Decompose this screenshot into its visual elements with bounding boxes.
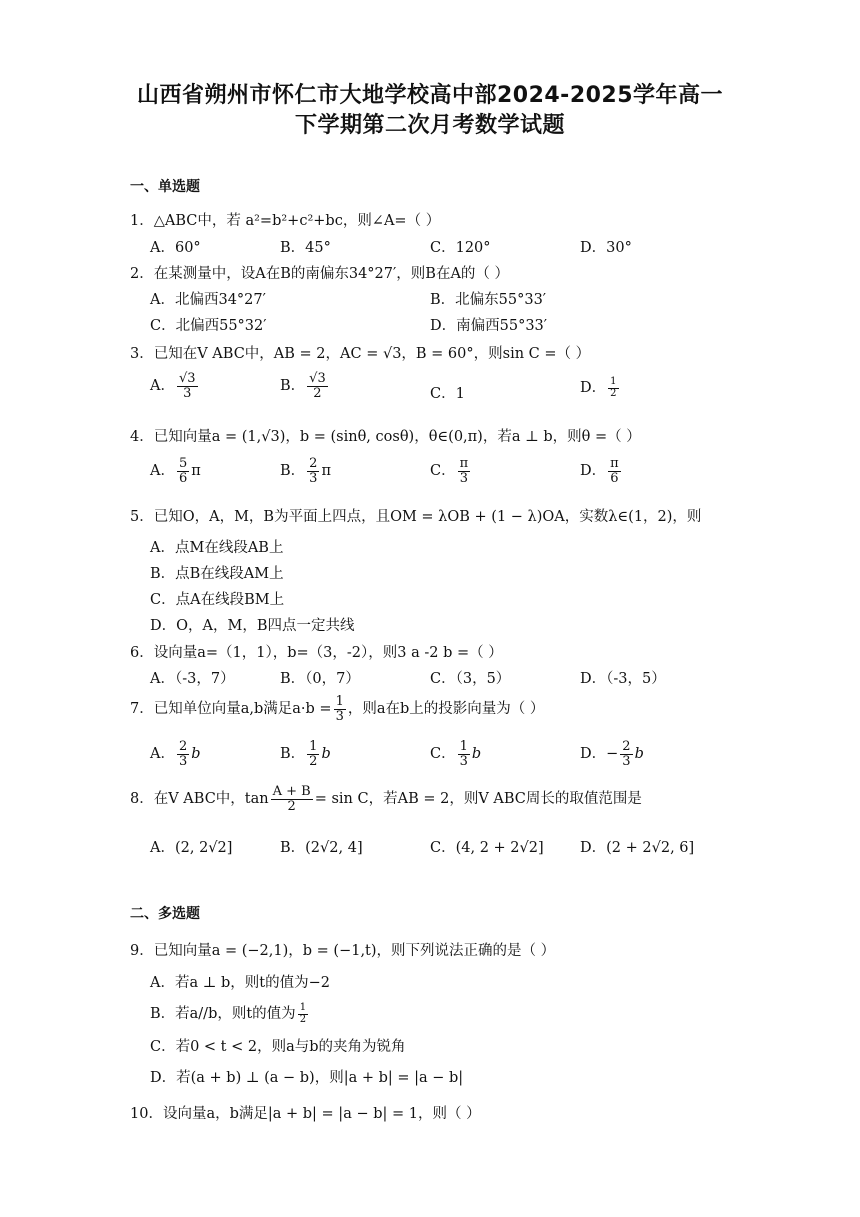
question-1-option-c: C．120° xyxy=(430,240,491,256)
question-3-option-c: C．1 xyxy=(430,386,465,402)
question-3-option-a: A． $\frac{√3}{3}$ xyxy=(150,371,196,401)
question-2-option-b: B．北偏东55°33′ xyxy=(430,292,547,308)
fraction: $\frac{1}{3}$ xyxy=(459,739,468,769)
document-title-line1: 山西省朔州市怀仁市大地学校高中部2024-2025学年高一 xyxy=(136,83,724,108)
question-10-stem: 10．设向量a，b满足|a + b| = |a − b| = 1，则（ ） xyxy=(130,1106,481,1122)
question-1-option-d: D．30° xyxy=(580,240,632,256)
question-7-option-c: C． $\frac{1}{3}$ b xyxy=(430,739,482,769)
fraction: $\frac{2}{3}$ xyxy=(622,739,631,769)
question-8-option-a: A．(2, 2√2] xyxy=(150,840,233,856)
question-9-option-c: C．若0 < t < 2，则a与b的夹角为锐角 xyxy=(150,1039,406,1055)
question-3-option-d: D． $\frac{1}{2}$ xyxy=(580,376,617,399)
question-2-option-d: D．南偏西55°33′ xyxy=(430,318,548,334)
section-single-choice: 一、单选题 xyxy=(130,179,200,195)
question-9-option-a: A．若a ⊥ b，则t的值为−2 xyxy=(150,975,330,991)
fraction: $\frac{1}{3}$ xyxy=(335,694,344,724)
question-4-option-d: D． $\frac{\pi}{6}$ xyxy=(580,456,619,486)
question-3-stem: 3．已知在V ABC中，AB = 2，AC = √3，B = 60°，则sin C =（ ） xyxy=(130,346,591,362)
question-5-option-b: B．点B在线段AM上 xyxy=(150,566,284,582)
fraction: $\frac{1}{2}$ xyxy=(610,376,617,399)
question-6-option-b: B．（0，7） xyxy=(280,671,360,687)
question-8-option-b: B．(2√2, 4] xyxy=(280,840,363,856)
question-9-option-b: B．若a//b，则t的值为 $\frac{1}{2}$ xyxy=(150,1002,307,1025)
question-1-option-b: B．45° xyxy=(280,240,331,256)
question-5-option-d: D．O，A，M，B四点一定共线 xyxy=(150,618,355,634)
fraction: $\frac{\pi}{6}$ xyxy=(610,456,619,486)
fraction: $\frac{5}{6}$ xyxy=(178,456,188,486)
question-3-option-b: B． $\frac{√3}{2}$ xyxy=(280,371,326,401)
question-8-option-c: C．(4, 2 + 2√2] xyxy=(430,840,544,856)
question-2-stem: 2．在某测量中，设A在B的南偏东34°27′，则B在A的（ ） xyxy=(130,266,510,282)
fraction: $\frac{1}{2}$ xyxy=(309,739,318,769)
question-4-option-c: C． $\frac{\pi}{3}$ xyxy=(430,456,469,486)
fraction: $\frac{\pi}{3}$ xyxy=(459,456,469,486)
question-7-option-a: A． $\frac{2}{3}$ b xyxy=(150,739,201,769)
question-4-stem: 4．已知向量a = (1,√3)，b = (sinθ, cosθ)，θ∈(0,π)，若a ⊥ b，则θ =（ ） xyxy=(130,429,641,445)
question-6-option-c: C．（3，5） xyxy=(430,671,511,687)
question-5-option-a: A．点M在线段AB上 xyxy=(150,540,284,556)
question-6-option-a: A．（-3，7） xyxy=(150,671,235,687)
document-title-line2: 下学期第二次月考数学试题 xyxy=(294,113,565,138)
section-multi-choice: 二、多选题 xyxy=(130,906,200,922)
fraction: $\frac{2}{3}$ xyxy=(309,456,318,486)
question-2-option-c: C．北偏西55°32′ xyxy=(150,318,267,334)
question-9-stem: 9．已知向量a = (−2,1)，b = (−1,t)，则下列说法正确的是（ ） xyxy=(130,943,556,959)
question-1-stem: 1．△ABC中，若 a²=b²+c²+bc，则∠A=（ ） xyxy=(130,213,441,229)
question-7-option-b: B． $\frac{1}{2}$ b xyxy=(280,739,331,769)
question-8-stem: 8．在V ABC中，tan $\frac{A + B}{2}$ = sin C，若AB = 2，则V ABC周长的取值范围是 xyxy=(130,784,642,814)
fraction: $\frac{2}{3}$ xyxy=(178,739,188,769)
question-4-option-a: A． $\frac{5}{6}$ π xyxy=(150,456,201,486)
question-1-option-a: A．60° xyxy=(150,240,201,256)
question-6-stem: 6．设向量a=（1，1），b=（3，-2），则3 a -2 b =（ ） xyxy=(130,645,503,661)
fraction: $\frac{A + B}{2}$ xyxy=(272,784,311,814)
question-7-stem: 7．已知单位向量a,b满足a·b = $\frac{1}{3}$ ，则a在b上的投影向量为（ ） xyxy=(130,694,545,724)
fraction: $\frac{1}{2}$ xyxy=(299,1002,307,1025)
question-5-stem: 5．已知O，A，M，B为平面上四点，且OM = λOB + (1 − λ)OA，实数λ∈(1，2)，则 xyxy=(130,509,702,525)
question-7-option-d: D．− $\frac{2}{3}$ b xyxy=(580,739,644,769)
question-2-option-a: A．北偏西34°27′ xyxy=(150,292,266,308)
question-9-option-d: D．若(a + b) ⊥ (a − b)，则|a + b| = |a − b| xyxy=(150,1070,464,1086)
question-6-option-d: D．（-3，5） xyxy=(580,671,666,687)
question-5-option-c: C．点A在线段BM上 xyxy=(150,592,285,608)
fraction: $\frac{√3}{3}$ xyxy=(178,371,196,401)
question-4-option-b: B． $\frac{2}{3}$ π xyxy=(280,456,331,486)
question-8-option-d: D．(2 + 2√2, 6] xyxy=(580,840,695,856)
fraction: $\frac{√3}{2}$ xyxy=(309,371,326,401)
